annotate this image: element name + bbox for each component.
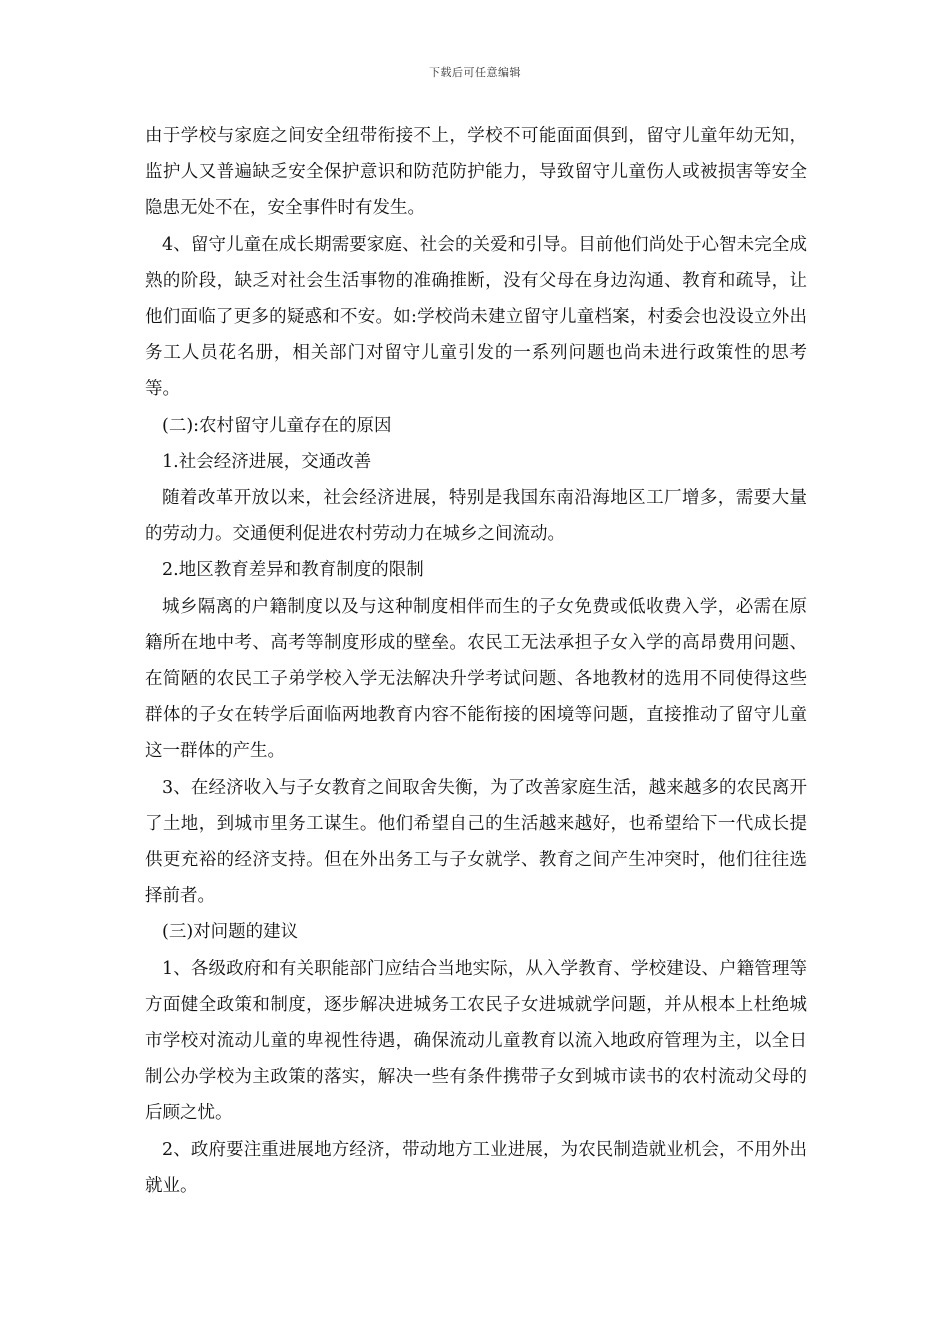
paragraph-point-4: 4、留守儿童在成长期需要家庭、社会的关爱和引导。目前他们尚处于心智未完全成熟的阶段，缺乏对社会生活事物的准确推断，没有父母在身边沟通、教育和疏导，让他们面临了更多的疑惑和不安。如:学校尚未建立留守儿童档案，村委会也没设立外出务工人员花名册，相关部门对留守儿童引发的一系列问题也尚未进行政策性的思考等。 xyxy=(145,234,807,400)
paragraph-suggestion-2: 2、政府要注重进展地方经济，带动地方工业进展，为农民制造就业机会，不用外出就业。 xyxy=(145,1139,807,1196)
section-heading-causes: (二):农村留守儿童存在的原因 xyxy=(162,415,392,436)
section-heading-suggestions: (三)对问题的建议 xyxy=(162,922,299,943)
paragraph-economy: 随着改革开放以来，社会经济进展，特别是我国东南沿海地区工厂增多，需要大量的劳动力。交通便利促进农村劳动力在城乡之间流动。 xyxy=(145,488,807,545)
paragraph-safety-risks: 由于学校与家庭之间安全纽带衔接不上，学校不可能面面俱到，留守儿童年幼无知，监护人又普遍缺乏安全保护意识和防范防护能力，导致留守儿童伤人或被损害等安全隐患无处不在，安全事件时有发生。 xyxy=(145,126,807,219)
paragraph-suggestion-1: 1、各级政府和有关职能部门应结合当地实际，从入学教育、学校建设、户籍管理等方面健全政策和制度，逐步解决进城务工农民子女进城就学问题，并从根本上杜绝城市学校对流动儿童的卑视性待遇，确保流动儿童教育以流入地政府管理为主，以全日制公办学校为主政策的落实，解决一些有条件携带子女到城市读书的农村流动父母的后顾之忧。 xyxy=(145,958,807,1124)
document-body xyxy=(145,118,807,1204)
subheading-economy: 1.社会经济进展，交通改善 xyxy=(162,451,372,472)
subheading-education: 2.地区教育差异和教育制度的限制 xyxy=(162,560,424,581)
page-header: 下载后可任意编辑 xyxy=(429,66,521,79)
paragraph-education: 城乡隔离的户籍制度以及与这种制度相伴而生的子女免费或低收费入学，必需在原籍所在地中考、高考等制度形成的壁垒。农民工无法承担子女入学的高昂费用问题、在简陋的农民工子弟学校入学无法解决升学考试问题、各地教材的选用不同使得这些群体的子女在转学后面临两地教育内容不能衔接的困境等问题，直接推动了留守儿童这一群体的产生。 xyxy=(145,596,807,762)
paragraph-point-3: 3、在经济收入与子女教育之间取舍失衡，为了改善家庭生活，越来越多的农民离开了土地，到城市里务工谋生。他们希望自己的生活越来越好，也希望给下一代成长提供更充裕的经济支持。但在外出务工与子女就学、教育之间产生冲突时，他们往往选择前者。 xyxy=(145,777,807,907)
